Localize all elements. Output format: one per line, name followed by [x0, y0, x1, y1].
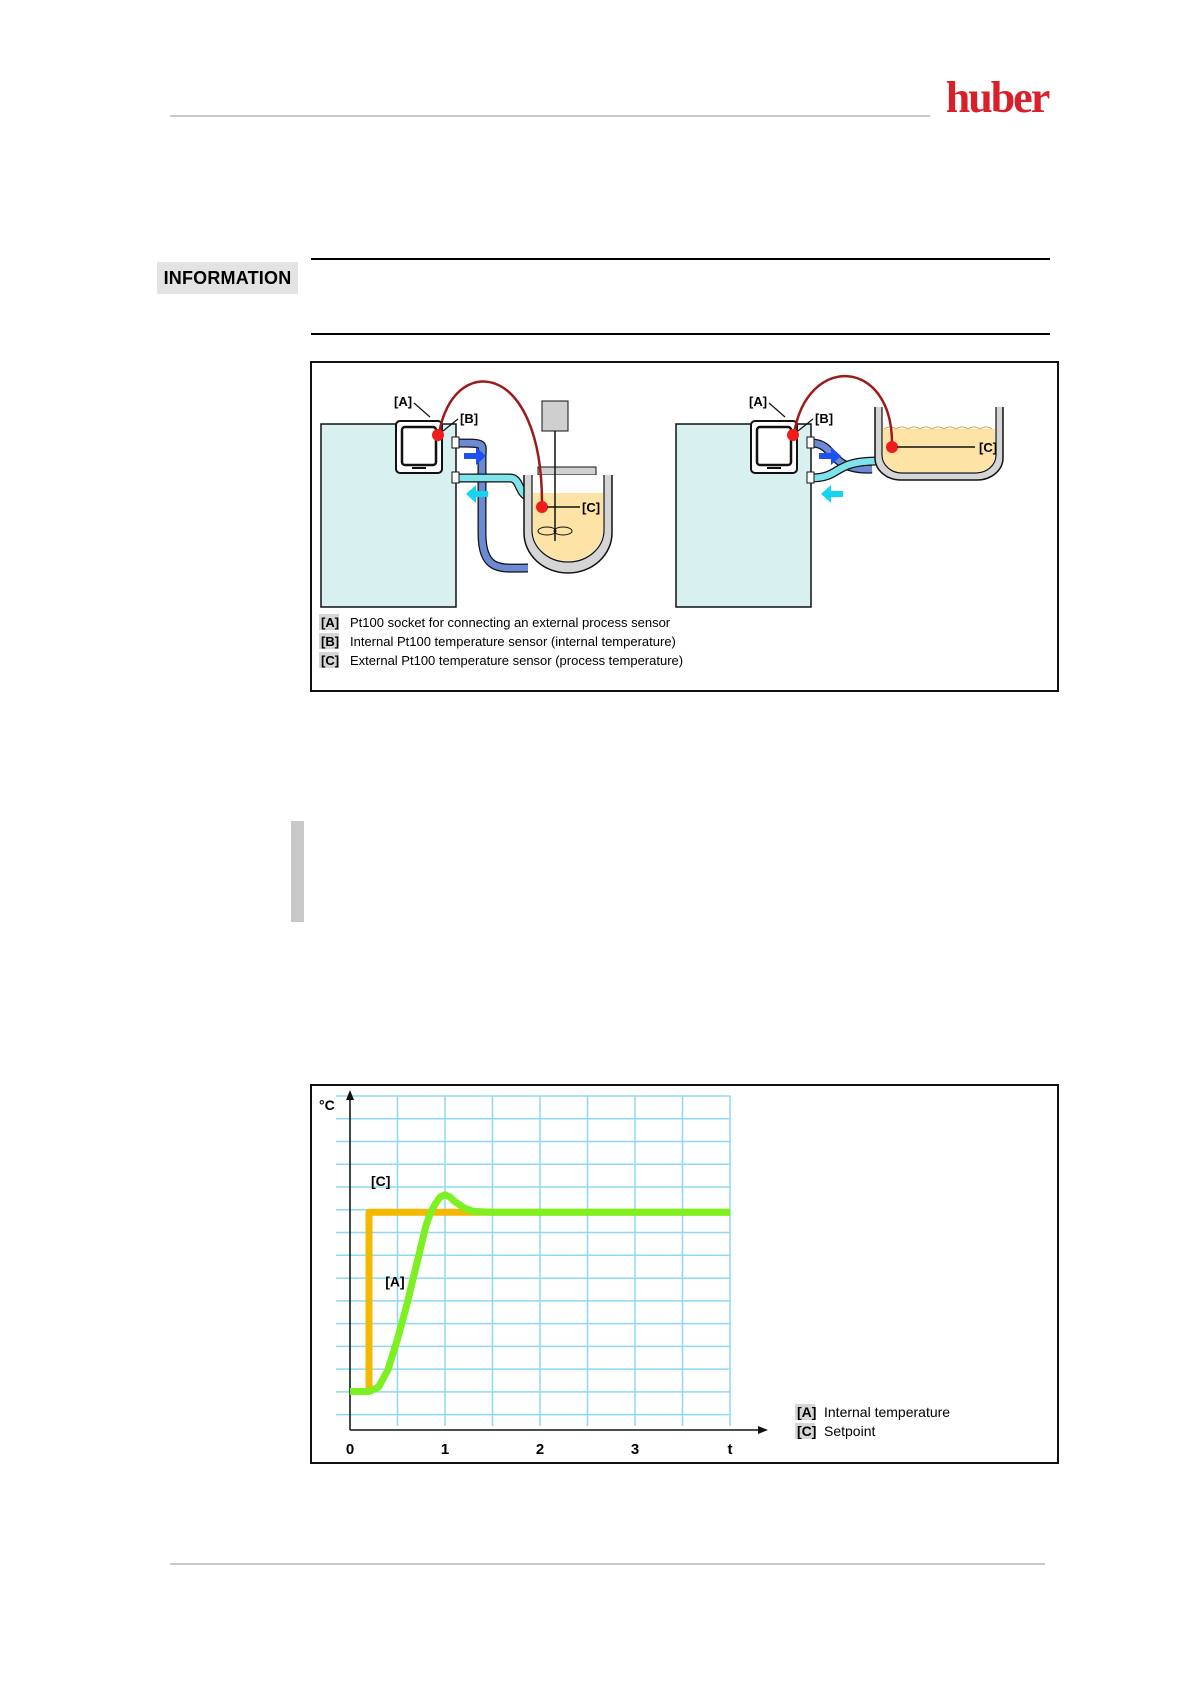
legend-key: [C]	[321, 653, 340, 668]
sensor-c-dot	[886, 441, 898, 453]
legend-text: External Pt100 temperature sensor (process temperature)	[350, 653, 684, 668]
label-c: [C]	[582, 500, 601, 515]
x-tick-labels	[346, 1441, 733, 1458]
x-tick-label: 1	[440, 1441, 450, 1458]
series-labels	[371, 1173, 405, 1290]
label-a: [A]	[749, 394, 768, 409]
sensor-connection-diagram	[312, 363, 1057, 690]
label-b: [B]	[815, 411, 834, 426]
hose-flow	[456, 443, 528, 568]
legend-text: Pt100 socket for connecting an external process sensor	[350, 615, 671, 630]
controller-display	[757, 427, 791, 465]
sensor-c-dot	[536, 501, 548, 513]
footer-rule	[170, 1563, 1045, 1565]
information-badge: INFORMATION	[157, 262, 298, 294]
label-a: [A]	[394, 394, 413, 409]
legend-key: [B]	[321, 634, 340, 649]
y-axis-label: °C	[319, 1097, 335, 1113]
return-arrow-icon	[821, 485, 843, 503]
label-b: [B]	[460, 411, 479, 426]
stirrer-motor	[542, 401, 568, 431]
label-c: [C]	[979, 440, 998, 455]
margin-marker-bar	[291, 821, 304, 922]
x-tick-label: 3	[630, 1441, 640, 1458]
x-tick-label: 0	[345, 1441, 355, 1458]
legend-key: [A]	[797, 1404, 817, 1420]
right-setup	[676, 376, 1003, 607]
sensor-b-dot	[432, 429, 444, 441]
left-setup	[321, 381, 612, 607]
legend-text: Internal Pt100 temperature sensor (internal temperature)	[350, 634, 676, 649]
x-tick-label: 2	[535, 1441, 545, 1458]
header-rule	[170, 115, 930, 117]
legend-key: [A]	[321, 615, 340, 630]
huber-logo	[940, 74, 1055, 120]
figure1-legend	[319, 614, 683, 668]
legend-key: [C]	[797, 1423, 817, 1439]
svg-text:huber: huber	[945, 74, 1049, 120]
temperature-response-chart	[312, 1086, 1057, 1462]
y-axis-arrow-icon	[346, 1090, 354, 1100]
legend-text: Internal temperature	[824, 1404, 951, 1420]
temperature-response-figure	[310, 1084, 1059, 1464]
legend-text: Setpoint	[824, 1423, 876, 1439]
sensor-b-dot	[787, 429, 799, 441]
information-bottom-rule	[311, 333, 1050, 335]
series-key-label: [C]	[371, 1173, 391, 1190]
chart-legend	[795, 1404, 950, 1439]
information-top-rule	[311, 258, 1050, 260]
chart-grid	[336, 1096, 730, 1426]
sensor-connection-figure	[310, 361, 1059, 692]
series-key-label: [A]	[385, 1273, 405, 1290]
controller-display	[402, 427, 436, 465]
x-tick-label: t	[727, 1441, 733, 1458]
x-axis-arrow-icon	[758, 1426, 768, 1434]
